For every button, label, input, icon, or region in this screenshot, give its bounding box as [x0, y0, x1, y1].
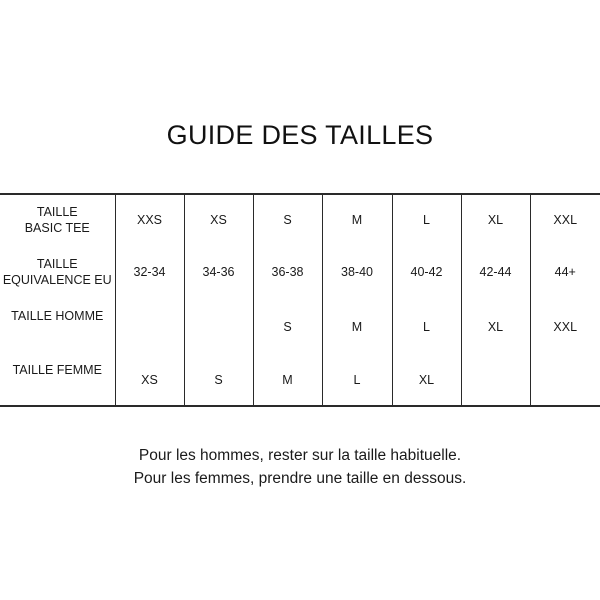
table-cell: L	[322, 351, 392, 406]
table-cell: L	[392, 194, 461, 248]
row-header-line: TAILLE HOMME	[11, 308, 104, 323]
table-cell	[115, 298, 184, 351]
row-header	[0, 298, 115, 351]
table-cell: 42-44	[461, 248, 530, 298]
table-cell	[461, 351, 530, 406]
table-row-taille-homme	[0, 298, 600, 351]
table-cell: S	[253, 298, 322, 351]
row-header-line: BASIC TEE	[24, 220, 90, 235]
table-cell: 38-40	[322, 248, 392, 298]
table-row-taille-basic-tee	[0, 194, 600, 248]
table-cell: M	[253, 351, 322, 406]
table-cell: XXL	[530, 194, 600, 248]
note-hommes: Pour les hommes, rester sur la taille habituelle.	[138, 447, 462, 464]
row-header	[0, 351, 115, 406]
row-header	[0, 194, 115, 248]
table-cell: 40-42	[392, 248, 461, 298]
page-title: GUIDE DES TAILLES	[166, 120, 434, 150]
table-row-taille-equivalence-eu	[0, 248, 600, 298]
table-cell: M	[322, 194, 392, 248]
row-header	[0, 248, 115, 298]
row-header-line: TAILLE FEMME	[12, 363, 102, 378]
table-cell: M	[322, 298, 392, 351]
table-cell: S	[184, 351, 253, 406]
row-header-line: EQUIVALENCE EU	[2, 273, 112, 287]
table-cell: XL	[392, 351, 461, 406]
table-cell: 34-36	[184, 248, 253, 298]
table-cell: XS	[115, 351, 184, 406]
table-cell: S	[253, 194, 322, 248]
note-femmes: Pour les femmes, prendre une taille en dessous.	[133, 470, 467, 487]
table-cell: XXS	[115, 194, 184, 248]
table-cell	[184, 298, 253, 351]
row-header-line: TAILLE	[36, 257, 78, 272]
table-cell: 36-38	[253, 248, 322, 298]
size-guide-table	[0, 193, 600, 407]
table-cell: L	[392, 298, 461, 351]
table-row-taille-femme	[0, 351, 600, 406]
table-cell	[530, 351, 600, 406]
table-cell: XXL	[530, 298, 600, 351]
table-cell: XL	[461, 298, 530, 351]
row-header-line: TAILLE	[36, 204, 78, 219]
table-cell: 32-34	[115, 248, 184, 298]
table-cell: 44+	[530, 248, 600, 298]
table-cell: XS	[184, 194, 253, 248]
table-cell: XL	[461, 194, 530, 248]
size-notes	[0, 444, 600, 490]
